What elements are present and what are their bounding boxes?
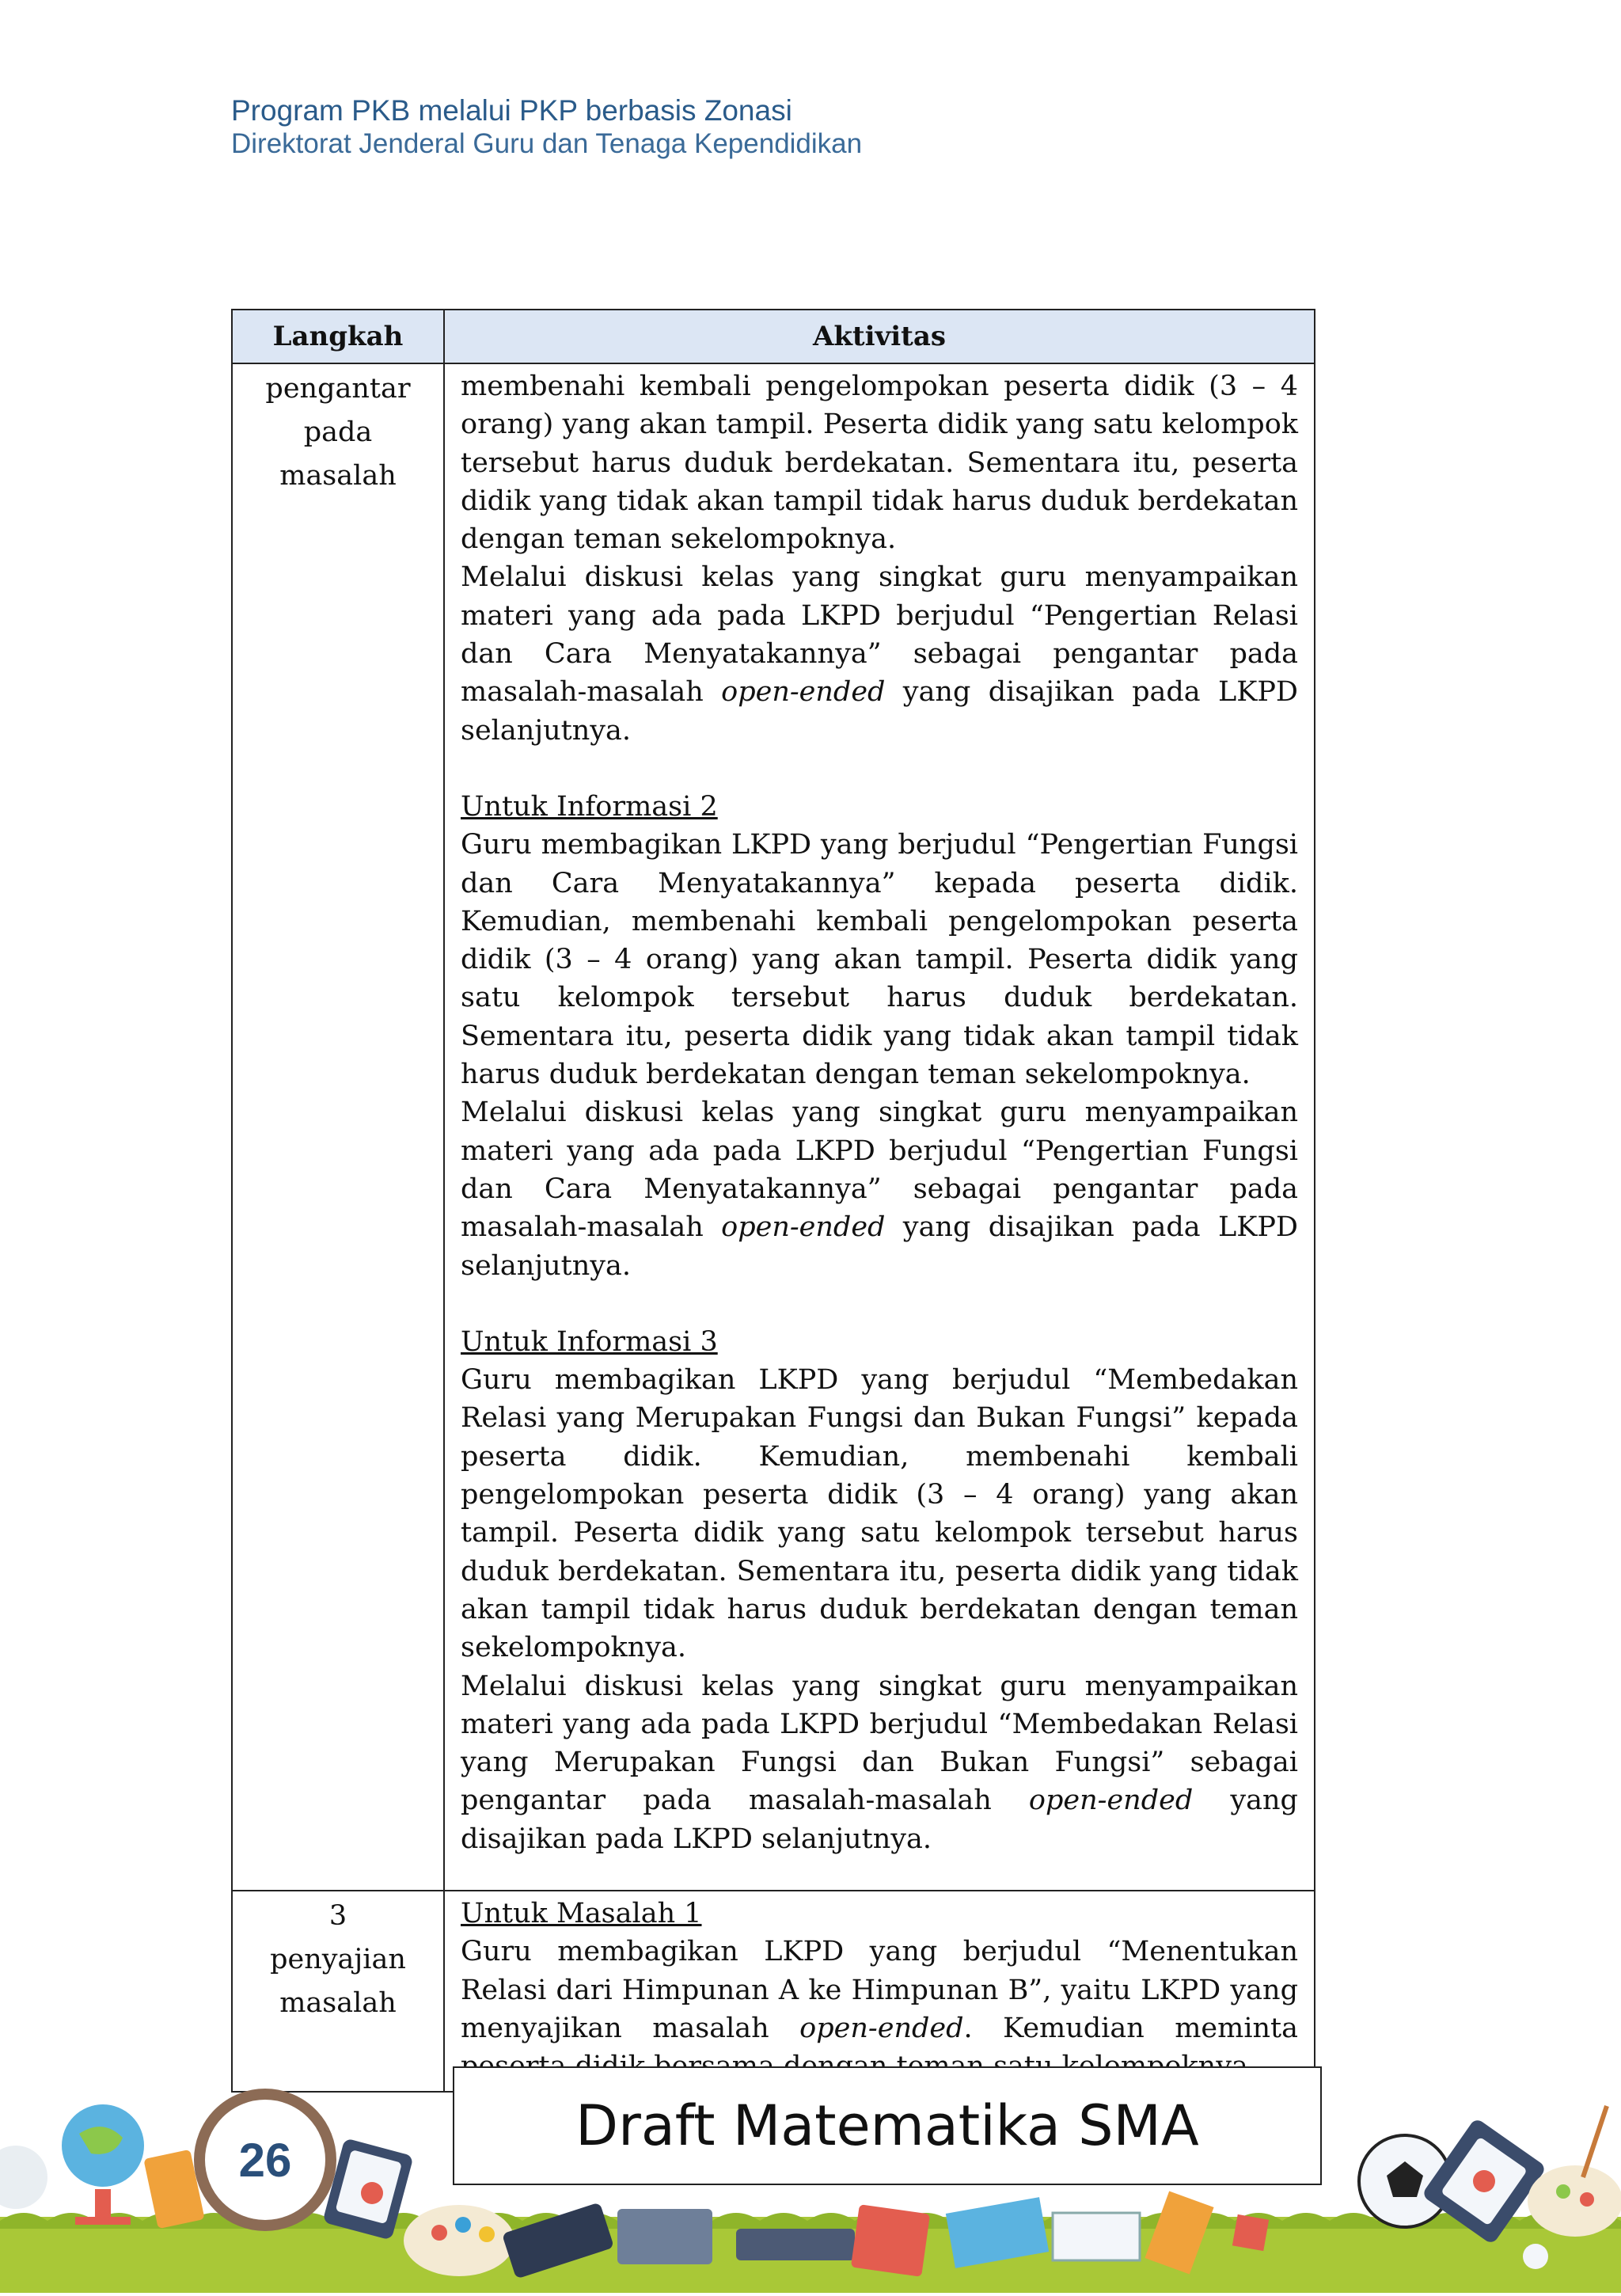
- activity-paragraph: Melalui diskusi kelas yang singkat guru menyampaikan materi yang ada pada LKPD berjudul “Membedakan Relasi yang Merupakan Fungsi dan Bukan Fungsi” sebagai pengantar pada masalah-masalah open-ended yang disajikan pada LKPD selanjutnya.: [461, 1670, 1298, 1855]
- step-word: pengantar: [265, 373, 411, 405]
- activity-paragraph: membenahi kembali pengelompokan peserta didik (3 – 4 orang) yang akan tampil. Peserta didik yang satu kelompok tersebut harus duduk berdekatan. Sementara itu, peserta didik yang tidak akan tampil tidak harus duduk berdekatan dengan teman sekelompoknya.: [461, 371, 1298, 556]
- column-header-langkah: Langkah: [232, 310, 444, 363]
- step-word: masalah: [279, 460, 397, 492]
- step-word: pada: [303, 416, 373, 448]
- step-number: 3: [328, 1899, 347, 1932]
- activity-paragraph: Guru membagikan LKPD yang berjudul “Pengertian Fungsi dan Cara Menyatakannya” kepada peserta didik. Kemudian, membenahi kembali pengelompokan peserta didik (3 – 4 orang) yang akan tampil. Peserta didik yang satu kelompok tersebut harus duduk berdekatan. Sementara itu, peserta didik yang tidak akan tampil tidak harus duduk berdekatan dengan teman sekelompoknya.: [461, 829, 1298, 1091]
- running-header: [231, 93, 862, 160]
- page-number-badge: 26: [194, 2089, 336, 2231]
- column-header-aktivitas: Aktivitas: [444, 310, 1315, 363]
- step-word: masalah: [279, 1986, 397, 2019]
- activity-cell: [444, 363, 1315, 1891]
- activity-paragraph: Guru membagikan LKPD yang berjudul “Menentukan Relasi dari Himpunan A ke Himpunan B”, yaitu LKPD yang menyajikan masalah open-ended. Kemudian meminta: [461, 1936, 1298, 2044]
- activity-paragraph: Melalui diskusi kelas yang singkat guru menyampaikan materi yang ada pada LKPD berjudul “Pengertian Fungsi dan Cara Menyatakannya” sebagai pengantar pada masalah-masalah open-ended yang disajikan pada LKPD selanjutnya.: [461, 1097, 1298, 1282]
- draft-label-box: Draft Matematika SMA: [453, 2066, 1322, 2185]
- step-cell: [232, 363, 444, 1891]
- header-directorate: Direktorat Jenderal Guru dan Tenaga Kependidikan: [231, 128, 863, 159]
- activity-table: [231, 309, 1315, 2093]
- step-word: penyajian: [270, 1943, 406, 1975]
- header-program-title: Program PKB melalui PKP berbasis Zonasi: [231, 94, 792, 127]
- table-header-row: [232, 310, 1315, 363]
- subsection-title: Untuk Informasi 3: [461, 1325, 718, 1358]
- activity-paragraph: Melalui diskusi kelas yang singkat guru menyampaikan materi yang ada pada LKPD berjudul “Pengertian Relasi dan Cara Menyatakannya” sebagai pengantar pada masalah-masalah open-ended yang disajikan pada LKPD selanjutnya.: [461, 561, 1298, 747]
- subsection-title: Untuk Masalah 1: [461, 1897, 702, 1929]
- subsection-title: Untuk Informasi 2: [461, 790, 718, 823]
- table-row: [232, 363, 1315, 1891]
- activity-paragraph: Guru membagikan LKPD yang berjudul “Membedakan Relasi yang Merupakan Fungsi dan Bukan Fungsi” kepada peserta didik. Kemudian, membenahi kembali pengelompokan peserta didik (3 – 4 orang) yang akan tampil. Peserta didik yang satu kelompok tersebut harus duduk berdekatan. Sementara itu, peserta didik yang tidak akan tampil tidak harus duduk berdekatan dengan teman sekelompoknya.: [461, 1364, 1298, 1664]
